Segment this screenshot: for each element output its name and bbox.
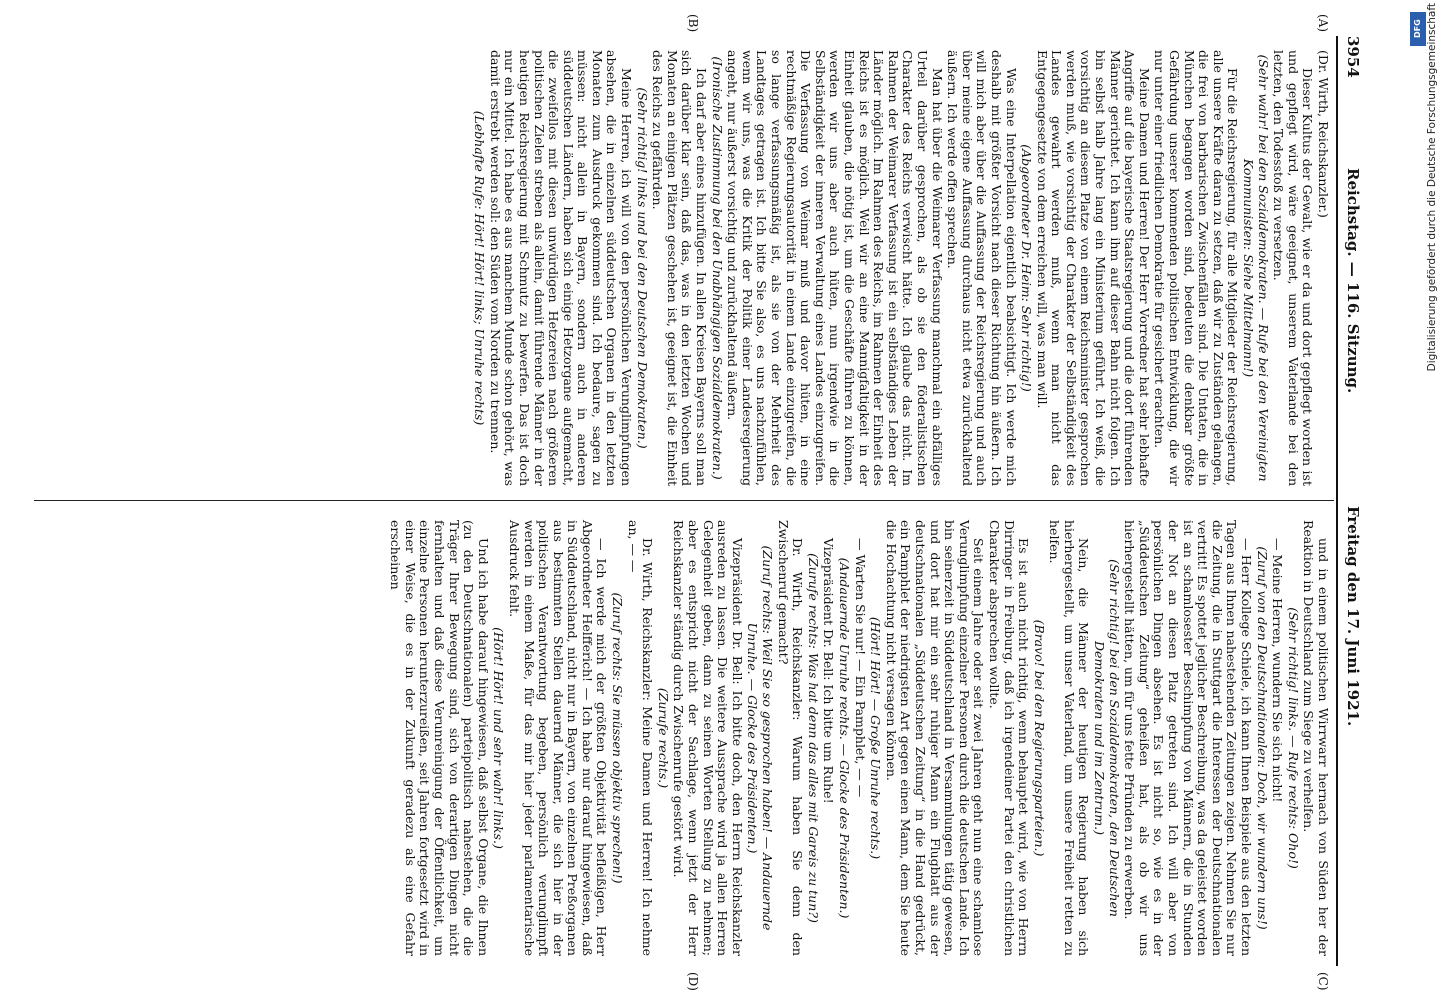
right-paragraph: Nein, die Männer der heutigen Regierung haben sich hierhergestellt, um unser Vaterland, um unsere Freiheit retten zu helfen. (1047, 520, 1092, 956)
digitization-credit: Digitalisierung gefördert durch die Deutsche Forschungsgemeinschaft (1426, 3, 1438, 372)
left-paragraph: (Sehr richtig! links und bei den Deutschen Demokraten.) (634, 87, 650, 449)
right-paragraph: (Zuruf rechts: Weil Sie so gesprochen haben! — Andauernde Unruhe. — Glocke des Präsidenten.) (745, 545, 776, 931)
margin-letter-c: (C) (1316, 972, 1330, 991)
dfg-credit-strip (1408, 3, 1438, 998)
left-paragraph: Ich darf aber eines hinzufügen. In allen Kreisen Bayerns soll man sich darüber klar sein, daß das, was in den letzten Wochen und Monaten an einigen Plätzen geschehen ist, geeignet ist, die Einheit des Reichs zu gefährden. (650, 50, 710, 486)
page-number: 3954 (1344, 36, 1362, 78)
right-paragraph: — Herr Kollege Schiele, ich kann Ihnen Beispiele aus den letzten Tagen aus Ihnen nahestehenden Zeitungen zeigen. Nehmen Sie nur die Zeitung, die in Stuttgart die Interessen der Deutschnationalen vertritt! Es spottet jeglicher Beschreibung, was da geleistet worden ist an schamlosester Beschimpfung von Männern, die in Stunden der Not an diesen Platz getreten sind. Ich will aber von persönlichen Dingen absehen. Es ist nicht so, wie es in der „Süddeutschen Zeitung“ geheißen hat, als ob wir uns hierhergestellt hätten, um für uns fette Pfründen zu erwerben. (1122, 520, 1255, 956)
right-paragraph: Vizepräsident Dr. Bell: Ich bitte doch, den Herrn Reichskanzler ausreden zu lassen. Die weitere Aussprache wird ja allen Herren Gelegenheit geben, dann zu seinen Worten Stellung zu nehmen; aber es entspricht nicht der Sachlage, wenn jetzt der Herr Reichskanzler ständig durch Zwischenrufe gestört wird. (671, 520, 745, 956)
left-paragraph: (Abgeordneter Dr. Heim: Sehr richtig!) (1019, 144, 1035, 392)
left-paragraph: Meine Herren, ich will von den persönlichen Verunglimpfungen absehen, die in einzelnen süddeutschen Organen in den letzten Monaten zum Ausdruck gekommen sind. Ich bedaure, sagen zu müssen: nicht allein in Bayern, sondern auch in anderen süddeutschen Ländern, haben sich einige Hetzorgane aufgemacht, die zweifellos mit diesen unwürdigen Hetzereien nach größeren politischen Zielen streben als allein, damit führende Männer in der heutigen Reichsregierung mit Schmutz zu bewerfen. Das ist doch nur ein Mittel. Ich habe es aus manchem Munde schon gehört, was damit erstrebt werden soll: den Süden vom Norden zu trennen. (487, 50, 635, 486)
margin-letter-b: (B) (686, 14, 700, 33)
right-paragraph: (Zurufe rechts: Was hat denn das alles mit Gareis zu tun?) (805, 553, 821, 923)
right-paragraph: Vizepräsident Dr. Bell: Ich bitte um Ruhe! (821, 538, 837, 804)
right-paragraph: (Zuruf von den Deutschnationalen: Doch, wir wundern uns!) (1254, 546, 1270, 930)
page-header (1338, 36, 1366, 966)
left-column (34, 50, 1330, 486)
right-paragraphs (388, 520, 1330, 956)
right-paragraph: (Zurufe rechts.) (655, 687, 671, 789)
left-paragraph: (Ironische Zustimmung bei den Unabhängigen Sozialdemokraten.) (709, 56, 725, 480)
left-paragraph: Meine Damen und Herren! Der Herr Vorredner hat sehr lebhafte Angriffe auf die bayerische Staatsregierung und die dort führenden Männer gerichtet. Ich kann ihm auf dieser Bahn nicht folgen. Ich bin selbst halb Jahre lang ein Ministerium geführt. Ich weiß, die vorsichtig an diesem Platze von einem Reichsminister gesprochen werden muß, wie vorsichtig der Charakter der Selbständigkeit des Landes gewahrt werden muß, wenn man nicht das Entgegengesetzte von dem erreichen will, was man will. (1034, 50, 1152, 486)
right-paragraph: — Meine Herren, wundern Sie sich nicht! (1270, 538, 1286, 803)
speaker-line: (Dr. Wirth, Reichskanzler.) (1316, 50, 1331, 218)
header-rule (1336, 36, 1338, 966)
right-paragraph: Es ist auch nicht richtig, wenn behauptet wird, wie von Herrn Dirringer in Freiburg, daß ich irgendeiner Partei den christlichen Charakter absprechen wollte. (986, 520, 1032, 956)
left-paragraph: (Lebhafte Rufe: Hört! Hört! links; Unruhe rechts) (472, 110, 488, 426)
right-paragraph: Dr. Wirth, Reichskanzler: Meine Damen und Herren! Ich nehme an, — — (625, 520, 656, 956)
right-paragraph: Und ich habe darauf hingewiesen, daß selbst Organe, die Ihnen (zu den Deutschnationalen) parteipolitisch nahestehen, die die Träger Ihrer Bewegung sind, sich von derartigen Dingen nicht fernhalten und daß diese Verunreinigung der Öffentlichkeit, um einzelne Personen herunterzureißen, seit Jahren fortgesetzt wird in einer Weise, die es in der Zukunft geradezu als eine Gefahr erscheinen (388, 520, 491, 956)
right-paragraph: (Bravo! bei den Regierungsparteien.) (1031, 619, 1047, 857)
right-paragraph: — Warten Sie nur! — Ein Pamphlet, — — (852, 538, 868, 798)
right-paragraph: (Sehr richtig! links. — Rufe rechts: Oho!) (1285, 607, 1301, 869)
dfg-logo: DFG (1410, 12, 1426, 46)
header-right-title: Freitag den 17. Juni 1921. (1344, 506, 1362, 727)
right-paragraph: (Andauernde Unruhe rechts. — Glocke des Präsidenten.) (837, 557, 852, 919)
right-column (34, 520, 1330, 956)
right-paragraph: (Sehr richtig! bei den Sozialdemokraten, den Deutschen Demokraten und im Zentrum.) (1092, 559, 1122, 917)
left-paragraph: Was eine Interpellation eigentlich beabsichtigt. Ich werde mich deshalb mit größter Vorsicht nach dieser Richtung hin äußern. Ich will mich aber über die Auffassung der Reichsregierung und auch über meine eigene Auffassung durchaus nicht etwa zurückhaltend äußern. Ich werde offen sprechen. (945, 50, 1019, 486)
left-paragraph: Man hat über die Weimarer Verfassung manchmal ein abfälliges Urteil darüber gesprochen, als ob sie den föderalistischen Charakter des Reichs verwischt hätte. Ich glaube das nicht. Im Rahmen der Weimarer Verfassung ist ein selbständiges Leben der Länder möglich. Im Rahmen des Reichs, im Rahmen der Einheit des Reichs ist es möglich. Weil wir an eine Mannigfaltigkeit in der Einheit glauben, die nötig ist, um die Geschäfte führen zu können, werden wir uns aber auch hüten, nun irgendwie in die Selbständigkeit der inneren Verwaltung eines Landes einzugreifen. Die Verfassung von Weimar muß und davor hüten, in eine rechtmäßige Regierungsautorität in einem Lande einzugreifen, die so lange verfassungsmäßig ist, als sie von der Mehrheit des Landtages getragen ist. Ich bitte Sie also, es uns nachzufühlen, wenn wir uns, was die Kritik der Politik einer Landesregierung angeht, nur äußerst vorsichtig und zurückhaltend äußern. (725, 50, 945, 486)
left-paragraph: Dieser Kultus der Gewalt, wie er da und dort gepflegt worden ist und gepflegt wird, wäre geeignet, unserem Vaterlande bei den letzten, den Todesstoß zu versetzen. (1271, 50, 1316, 486)
right-paragraph: (Hört! Hört! und sehr wahr! links.) (491, 627, 507, 849)
header-left-title: Reichstag. — 116. Sitzung. (1344, 168, 1362, 394)
left-paragraph: Für die Reichsregierung, für alle Mitglieder der Reichsregierung, alle unsere Kräfte daran zu setzen, daß wir zu Zuständen gelangen, die frei von barbarischen Zwischenfällen sind. Die Untaten, die in München begangen worden sind, bedeuten die denkbar größte Gefährdung unserer kommenden politischen Entwicklung, die wir nur unter einer friedlichen Demokratie für gesichert erachten. (1152, 50, 1241, 486)
left-paragraph: (Sehr wahr! bei den Sozialdemokraten. — Rufe bei den Vereinigten Kommunisten: Siehe Mittelmann!) (1241, 54, 1271, 482)
right-paragraph: (Hört! Hört! — Große Unruhe rechts.) (868, 616, 884, 860)
left-paragraphs (472, 50, 1315, 486)
right-paragraph: — Ich werde mich der größten Objektivität befleißigen, Herr Abgeordneter Helfferich! — Ich habe nur darauf hingewiesen, daß in Süddeutschland, nicht nur in Bayern, von einzelnen Preßorganen aus bestimmten Stellen dauernd Männer, die sich hier in der politischen Verantwortung begeben, persönlich verunglimpft werden in einem Maße, für das mir hier jeder parlamentarische Ausdruck fehlt. (506, 520, 610, 956)
margin-letter-a: (A) (1316, 14, 1330, 33)
right-paragraph: und in einem politischen Wirrwarr hernach von Süden her der Reaktion in Deutschland zum Siege zu verhelfen. (1301, 520, 1331, 956)
right-paragraph: (Zuruf rechts: Sie müssen objektiv sprechen!) (610, 592, 626, 884)
margin-letter-d: (D) (686, 972, 700, 991)
right-paragraph: Dr. Wirth, Reichskanzler: Warum haben Sie denn den Zwischenruf gemacht? (775, 520, 806, 956)
right-paragraph: Seit einem Jahre oder seit zwei Jahren geht nun eine schamlose Verunglimpfung einzelner Personen durch die deutschen Lande. Ich bin seinerzeit in Süddeutschland in Versammlungen tätig gewesen, und dort hat mir ein sehr ruhiger Mann ein Flugblatt aus der deutschnationalen „Süddeutschen Zeitung“ in die Hand gedrückt, ein Pamphlet der niedrigsten Art gegen einen Mann, dem Sie heute die Hochachtung nicht versagen können. (883, 520, 987, 956)
column-divider (34, 500, 1334, 501)
